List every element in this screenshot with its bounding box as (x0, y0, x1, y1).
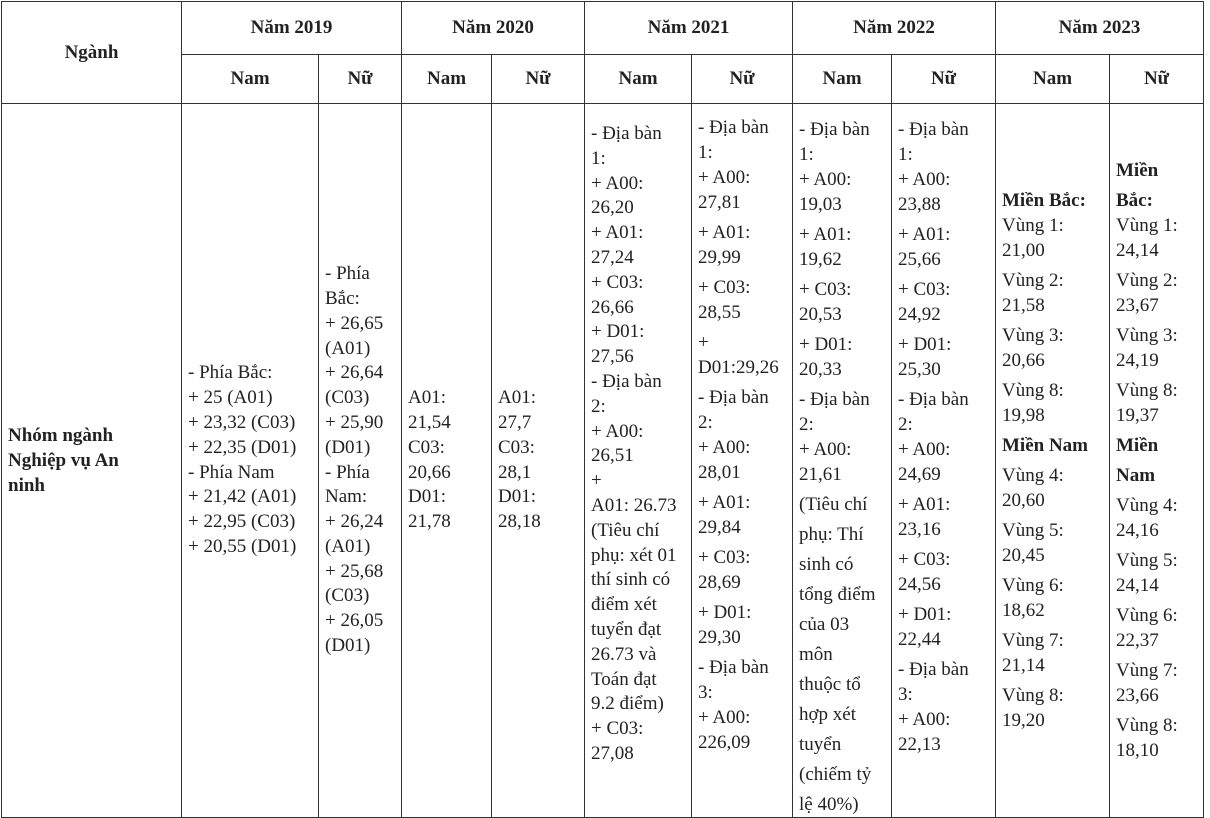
score-line: 22,44 (898, 629, 941, 650)
score-line: 20,66 (1002, 350, 1045, 371)
score-line: Vùng 7: (1116, 660, 1178, 681)
score-line: - Địa bàn (698, 117, 769, 138)
score-line: Vùng 6: (1002, 575, 1064, 596)
score-line: + D01: (898, 334, 952, 355)
score-line: 24,16 (1116, 520, 1159, 541)
score-line: 23,88 (898, 194, 941, 215)
score-line: Vùng 8: (1116, 380, 1178, 401)
cell-2021-nam (585, 104, 692, 818)
score-line: 23,66 (1116, 685, 1159, 706)
score-line: 29,99 (698, 247, 741, 268)
score-line: 24,19 (1116, 350, 1159, 371)
gender-header-nam-2022: Nam (793, 55, 892, 104)
nganh-header (2, 2, 182, 104)
table-row (2, 104, 1204, 818)
score-line: + A00: (698, 437, 751, 458)
score-line: 226,09 (698, 732, 751, 753)
score-line: 19,62 (799, 249, 842, 270)
gender-header-nu-2020: Nữ (492, 55, 585, 104)
year-header-row (2, 2, 1204, 55)
score-line: + A01: (698, 222, 751, 243)
score-line: - Địa bàn (698, 387, 769, 408)
score-line: + A00: (898, 439, 951, 460)
score-line: 25,66 (898, 249, 941, 270)
score-line: 18,10 (1116, 740, 1159, 761)
score-line: Vùng 5: (1002, 520, 1064, 541)
score-line: tuyển (799, 734, 842, 755)
score-line: 28,01 (698, 462, 741, 483)
year-header-2019: Năm 2019 (182, 2, 402, 55)
row-name-cell (2, 104, 182, 818)
score-line: 19,37 (1116, 405, 1159, 426)
score-line: + A00: (698, 707, 751, 728)
scores-2021-nu (692, 115, 792, 755)
scores-2019-nam: - Phía Bắc: + 25 (A01) + 23,32 (C03) + 22,35 (D01) - Phía Nam + 21,42 (A01) + 22,95 (C03) + 20,55 (D01) (188, 362, 297, 557)
score-line: 24,14 (1116, 575, 1159, 596)
gender-header-nam-2019: Nam (182, 55, 319, 104)
cell-2020-nam (402, 104, 492, 818)
gender-header-nu-2022: Nữ (892, 55, 996, 104)
score-line: 20,45 (1002, 545, 1045, 566)
score-line: + (698, 332, 709, 353)
score-line: Vùng 1: (1002, 215, 1064, 236)
year-header-2020: Năm 2020 (402, 2, 585, 55)
score-line: + C03: (698, 277, 751, 298)
score-line: Miền (1116, 160, 1159, 181)
cell-2022-nam (793, 104, 892, 818)
scores-2019-nu: - Phía Bắc: + 26,65 (A01) + 26,64 (C03) + 25,90 (D01) - Phía Nam: + 26,24 (A01) + 25,68 (C03) + 26,05 (D01) (325, 263, 384, 657)
scores-2023-nam (996, 188, 1109, 733)
score-line: 24,14 (1116, 240, 1159, 261)
score-line: 20,33 (799, 359, 842, 380)
score-line: 24,69 (898, 464, 941, 485)
score-line: Vùng 4: (1002, 465, 1064, 486)
score-line: 20,60 (1002, 490, 1045, 511)
score-line: 28,69 (698, 572, 741, 593)
score-line: lệ 40%) (799, 794, 859, 815)
score-line: 24,56 (898, 574, 941, 595)
score-line: + C03: (698, 547, 751, 568)
score-line: - Địa bàn (898, 119, 969, 140)
score-line: 21,00 (1002, 240, 1045, 261)
score-line: tổng điểm (799, 584, 876, 605)
score-line: phụ: Thí (799, 524, 864, 545)
score-line: thuộc tổ (799, 674, 861, 695)
score-line: sinh có (799, 554, 854, 575)
gender-header-nu-2021: Nữ (692, 55, 793, 104)
score-line: hợp xét (799, 704, 857, 725)
score-line: Vùng 3: (1002, 325, 1064, 346)
score-line: + A00: (799, 169, 852, 190)
score-line: Vùng 4: (1116, 495, 1178, 516)
score-line: 22,13 (898, 734, 941, 755)
score-line: 21,14 (1002, 655, 1045, 676)
score-line: + A00: (698, 167, 751, 188)
score-line: môn (799, 644, 833, 665)
score-line: - Địa bàn (898, 659, 969, 680)
score-line: - Địa bàn (898, 389, 969, 410)
score-line: - Địa bàn (698, 657, 769, 678)
score-line: 29,84 (698, 517, 741, 538)
score-line: 20,53 (799, 304, 842, 325)
score-line: + A00: (898, 709, 951, 730)
gender-header-nam-2023: Nam (996, 55, 1110, 104)
scores-2020-nu: A01: 27,7 C03: 28,1 D01: 28,18 (498, 387, 541, 533)
cell-2021-nu (692, 104, 793, 818)
score-line: Miền (1116, 435, 1159, 456)
score-line: Vùng 6: (1116, 605, 1178, 626)
year-header-2022: Năm 2022 (793, 2, 996, 55)
cell-2020-nu (492, 104, 585, 818)
nganh-header-label: Ngành (64, 41, 119, 63)
score-line: 21,58 (1002, 295, 1045, 316)
score-line: 19,20 (1002, 710, 1045, 731)
score-line: Vùng 7: (1002, 630, 1064, 651)
score-line: + D01: (698, 602, 752, 623)
score-line: (Tiêu chí (799, 494, 868, 515)
score-line: (chiếm tỷ (799, 764, 872, 785)
score-line: 2: (898, 414, 913, 435)
score-line: 21,61 (799, 464, 842, 485)
score-line: + C03: (799, 279, 852, 300)
score-line: 25,30 (898, 359, 941, 380)
score-line: 27,81 (698, 192, 741, 213)
scores-2023-nu (1110, 158, 1203, 763)
cell-2023-nam (996, 104, 1110, 818)
scores-2021-nam: - Địa bàn 1: + A00: 26,20 + A01: 27,24 + C03: 26,66 + D01: 27,56 - Địa bàn 2: + A00: 26,51 + A01: 26.73 (Tiêu chí phụ: xét 01 thí sinh có điểm xét tuyển đạt 26.73 và Toán đạt 9.2 điểm) + C03: 27,08 (591, 123, 677, 764)
score-line: Vùng 3: (1116, 325, 1178, 346)
cell-2019-nam (182, 104, 319, 818)
score-line: 2: (698, 412, 713, 433)
scores-2020-nam: A01: 21,54 C03: 20,66 D01: 21,78 (408, 387, 451, 533)
gender-header-nu-2023: Nữ (1110, 55, 1204, 104)
year-header-2023: Năm 2023 (996, 2, 1204, 55)
admission-score-table (1, 1, 1204, 818)
score-line: Nam (1116, 465, 1156, 486)
score-line: + A01: (698, 492, 751, 513)
score-line: + C03: (898, 549, 951, 570)
score-line: 3: (698, 682, 713, 703)
score-line: của 03 (799, 614, 850, 635)
gender-header-nam-2020: Nam (402, 55, 492, 104)
score-line: 22,37 (1116, 630, 1159, 651)
gender-header-nam-2021: Nam (585, 55, 692, 104)
cell-2022-nu (892, 104, 996, 818)
score-line: + A01: (799, 224, 852, 245)
score-line: Vùng 2: (1116, 270, 1178, 291)
cell-2023-nu (1110, 104, 1204, 818)
score-line: 19,03 (799, 194, 842, 215)
scores-2022-nu (892, 117, 995, 757)
score-line: Bắc: (1116, 190, 1153, 211)
score-line: Vùng 8: (1002, 685, 1064, 706)
gender-header-row (2, 55, 1204, 104)
score-line: + D01: (799, 334, 853, 355)
score-line: 23,67 (1116, 295, 1159, 316)
row-name: Nhóm ngành Nghiệp vụ An ninh (8, 425, 119, 496)
score-line: 23,16 (898, 519, 941, 540)
score-line: - Địa bàn (799, 389, 870, 410)
score-line: - Địa bàn (799, 119, 870, 140)
score-line: 24,92 (898, 304, 941, 325)
score-line: + A00: (799, 439, 852, 460)
scores-2022-nam (793, 117, 891, 817)
score-line: 3: (898, 684, 913, 705)
score-line: + D01: (898, 604, 952, 625)
score-line: + A01: (898, 494, 951, 515)
score-line: Miền Bắc: (1002, 190, 1086, 211)
score-line: 1: (799, 144, 814, 165)
score-line: 28,55 (698, 302, 741, 323)
year-header-2021: Năm 2021 (585, 2, 793, 55)
score-line: Vùng 8: (1002, 380, 1064, 401)
score-line: + C03: (898, 279, 951, 300)
score-line: 29,30 (698, 627, 741, 648)
score-line: Vùng 1: (1116, 215, 1178, 236)
gender-header-nu-2019: Nữ (319, 55, 402, 104)
score-line: Vùng 5: (1116, 550, 1178, 571)
score-line: + A00: (898, 169, 951, 190)
score-line: + A01: (898, 224, 951, 245)
score-line: Miền Nam (1002, 435, 1089, 456)
score-line: Vùng 2: (1002, 270, 1064, 291)
cell-2019-nu (319, 104, 402, 818)
score-line: 1: (698, 142, 713, 163)
score-line: 1: (898, 144, 913, 165)
score-line: 2: (799, 414, 814, 435)
score-line: D01:29,26 (698, 357, 779, 378)
score-line: 19,98 (1002, 405, 1045, 426)
score-line: 18,62 (1002, 600, 1045, 621)
score-line: Vùng 8: (1116, 715, 1178, 736)
